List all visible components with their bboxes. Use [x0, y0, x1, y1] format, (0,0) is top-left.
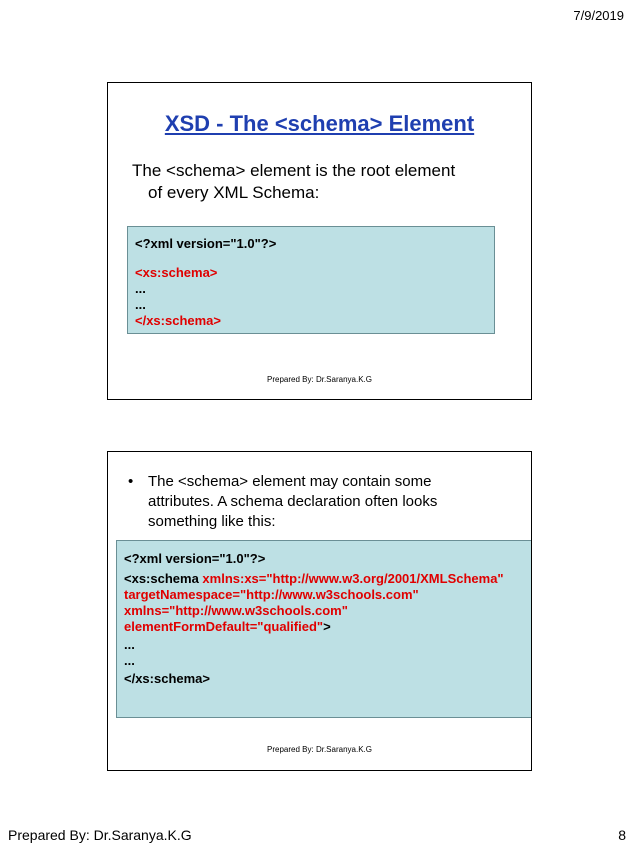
- code-tag: >: [323, 619, 331, 634]
- code-line: targetNamespace="http://www.w3schools.com": [124, 587, 419, 602]
- code-line: <?xml version="1.0"?>: [124, 551, 266, 566]
- slide-2: [107, 451, 532, 771]
- page-footer-author: Prepared By: Dr.Saranya.K.G: [8, 827, 192, 843]
- code-tag: <xs:schema: [124, 571, 203, 586]
- code-attr: xmlns:xs="http://www.w3.org/2001/XMLSchema": [202, 571, 504, 586]
- bullet-line: something like this:: [148, 513, 276, 530]
- code-line: xmlns="http://www.w3schools.com": [124, 603, 348, 618]
- page-number: 8: [618, 827, 626, 843]
- slide-title: XSD - The <schema> Element: [164, 111, 475, 136]
- code-attr: elementFormDefault="qualified": [124, 619, 324, 634]
- code-block: [116, 540, 532, 718]
- code-line: ...: [124, 653, 135, 668]
- bullet-line: The <schema> element may contain some: [148, 473, 432, 490]
- code-line: <?xml version="1.0"?>: [135, 236, 277, 251]
- code-line: <xs:schema>: [135, 265, 218, 280]
- body-line: The <schema> element is the root element: [132, 161, 456, 180]
- slide-body-text: [132, 160, 512, 204]
- code-block: [127, 226, 495, 334]
- slide-footer: Prepared By: Dr.Saranya.K.G: [267, 375, 372, 384]
- code-line: ...: [135, 281, 146, 296]
- body-line: of every XML Schema:: [148, 183, 320, 202]
- code-line: ...: [135, 297, 146, 312]
- bullet-item: [128, 472, 508, 532]
- bullet-line: attributes. A schema declaration often looks: [148, 493, 438, 510]
- code-line: </xs:schema>: [124, 671, 211, 686]
- code-line: [124, 571, 504, 587]
- slide-1: [107, 82, 532, 400]
- bullet-icon: •: [128, 473, 134, 490]
- page-date: 7/9/2019: [573, 8, 624, 23]
- code-line: </xs:schema>: [135, 313, 222, 328]
- code-line: ...: [124, 637, 135, 652]
- slide-footer: Prepared By: Dr.Saranya.K.G: [267, 745, 372, 754]
- code-line: [124, 619, 331, 635]
